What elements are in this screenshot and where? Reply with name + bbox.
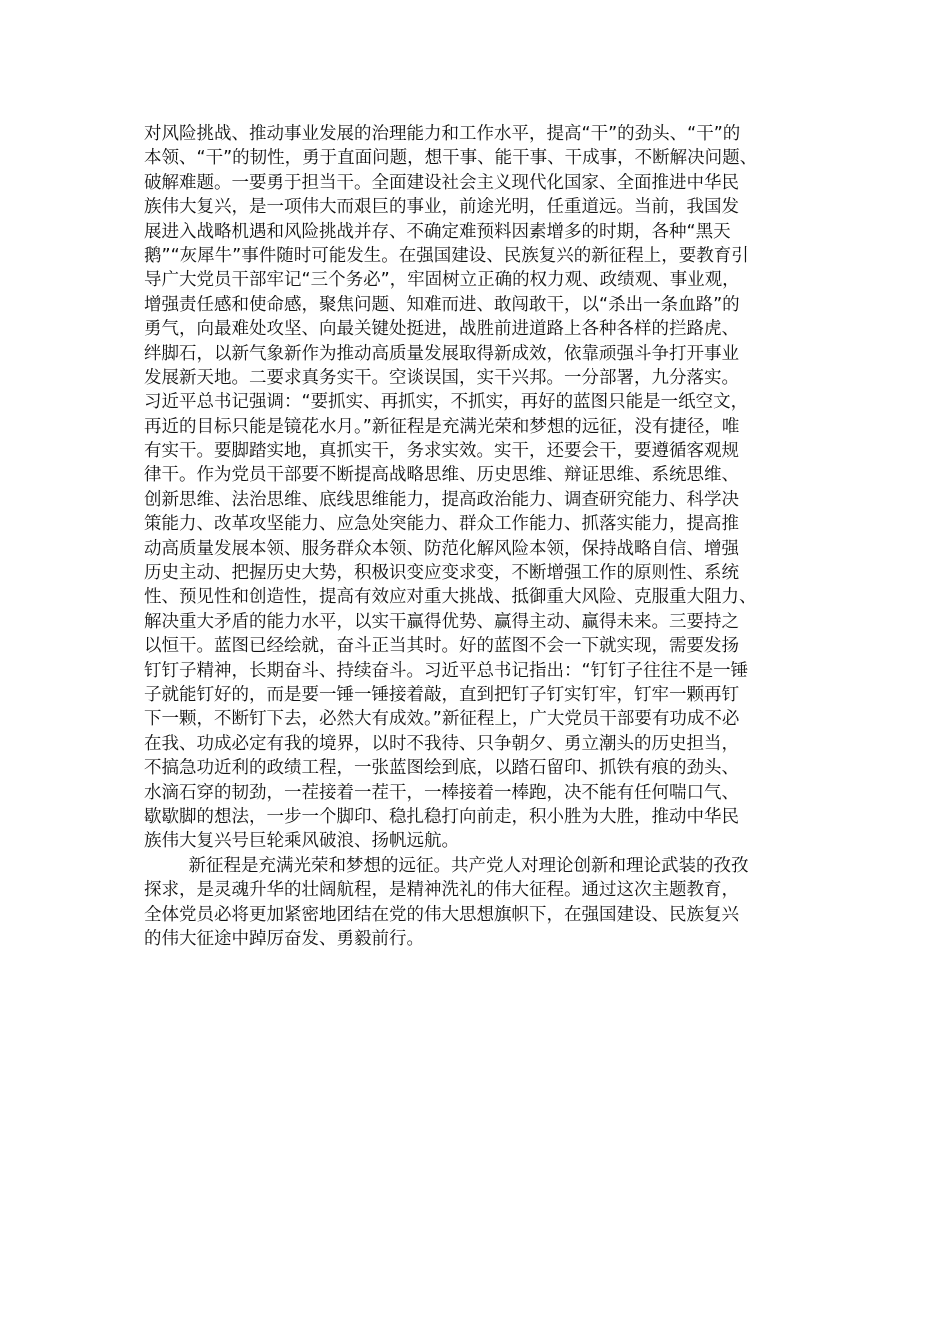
text-line: 性、预见性和创造性，提高有效应对重大挑战、抵御重大风险、克服重大阻力、 (144, 587, 757, 608)
text-line: 下一颗，不断钉下去，必然大有成效。”新征程上，广大党员干部要有功成不必 (144, 709, 740, 730)
text-line: 不搞急功近利的政绩工程，一张蓝图绘到底，以踏石留印、抓铁有痕的劲头、 (144, 758, 739, 779)
text-line: 创新思维、法治思维、底线思维能力，提高政治能力、调查研究能力、科学决 (144, 489, 739, 510)
text-line: 以恒干。蓝图已经绘就，奋斗正当其时。好的蓝图不会一下就实现，需要发扬 (144, 636, 739, 657)
text-line: 解决重大矛盾的能力水平，以实干赢得优势、赢得主动、赢得未来。三要持之 (144, 611, 739, 632)
text-line: 歇歇脚的想法，一步一个脚印、稳扎稳打向前走，积小胜为大胜，推动中华民 (144, 806, 739, 827)
text-line: 动高质量发展本领、服务群众本领、防范化解风险本领，保持战略自信、增强 (144, 538, 739, 559)
text-line: 的伟大征途中踔厉奋发、勇毅前行。 (144, 928, 424, 949)
text-line: 本领、“干”的韧性，勇于直面问题，想干事、能干事、干成事，不断解决问题、 (144, 148, 758, 169)
text-line: 策能力、改革攻坚能力、应急处突能力、群众工作能力、抓落实能力，提高推 (144, 514, 739, 535)
text-line: 发展新天地。二要求真务实干。空谈误国，实干兴邦。一分部署，九分落实。 (144, 367, 739, 388)
text-line: 探求，是灵魂升华的壮阔航程，是精神洗礼的伟大征程。通过这次主题教育， (144, 880, 739, 901)
text-line: 勇气，向最难处攻坚、向最关键处挺进，战胜前进道路上各种各样的拦路虎、 (144, 319, 739, 340)
text-line: 增强责任感和使命感，聚焦问题、知难而进、敢闯敢干，以“杀出一条血路”的 (144, 294, 740, 315)
text-line: 导广大党员干部牢记“三个务必”，牢固树立正确的权力观、政绩观、事业观， (144, 270, 740, 291)
body-text (144, 122, 824, 951)
text-line: 习近平总书记强调：“要抓实、再抓实，不抓实，再好的蓝图只能是一纸空文， (144, 392, 749, 413)
text-line: 子就能钉好的，而是要一锤一锤接着敲，直到把钉子钉实钉牢，钉牢一颗再钉 (144, 684, 739, 705)
text-line: 全体党员必将更加紧密地团结在党的伟大思想旗帜下，在强国建设、民族复兴 (144, 904, 739, 925)
text-line: 再近的目标只能是镜花水月。”新征程是充满光荣和梦想的远征，没有捷径，唯 (144, 416, 740, 437)
text-line: 历史主动、把握历史大势，积极识变应变求变，不断增强工作的原则性、系统 (144, 563, 739, 584)
text-line: 鹅”“灰犀牛”事件随时可能发生。在强国建设、民族复兴的新征程上，要教育引 (144, 245, 749, 266)
text-line: 族伟大复兴号巨轮乘风破浪、扬帆远航。 (144, 831, 459, 852)
text-line: 新征程是充满光荣和梦想的远征。共产党人对理论创新和理论武装的孜孜 (144, 855, 749, 876)
text-line: 破解难题。一要勇于担当干。全面建设社会主义现代化国家、全面推进中华民 (144, 172, 739, 193)
text-line: 律干。作为党员干部要不断提高战略思维、历史思维、辩证思维、系统思维、 (144, 465, 739, 486)
text-line: 在我、功成必定有我的境界，以时不我待、只争朝夕、勇立潮头的历史担当， (144, 733, 739, 754)
text-line: 钉钉子精神，长期奋斗、持续奋斗。习近平总书记指出：“钉钉子往往不是一锤 (144, 660, 749, 681)
text-line: 有实干。要脚踏实地，真抓实干，务求实效。实干，还要会干，要遵循客观规 (144, 441, 739, 462)
text-line: 绊脚石，以新气象新作为推动高质量发展取得新成效，依靠顽强斗争打开事业 (144, 343, 739, 364)
text-line: 族伟大复兴，是一项伟大而艰巨的事业，前途光明，任重道远。当前，我国发 (144, 197, 739, 218)
text-line: 展进入战略机遇和风险挑战并存、不确定难预料因素增多的时期，各种“黑天 (144, 221, 731, 242)
text-line: 水滴石穿的韧劲，一茬接着一茬干，一棒接着一棒跑，决不能有任何喘口气、 (144, 782, 739, 803)
text-line: 对风险挑战、推动事业发展的治理能力和工作水平，提高“干”的劲头、“干”的 (144, 124, 741, 144)
